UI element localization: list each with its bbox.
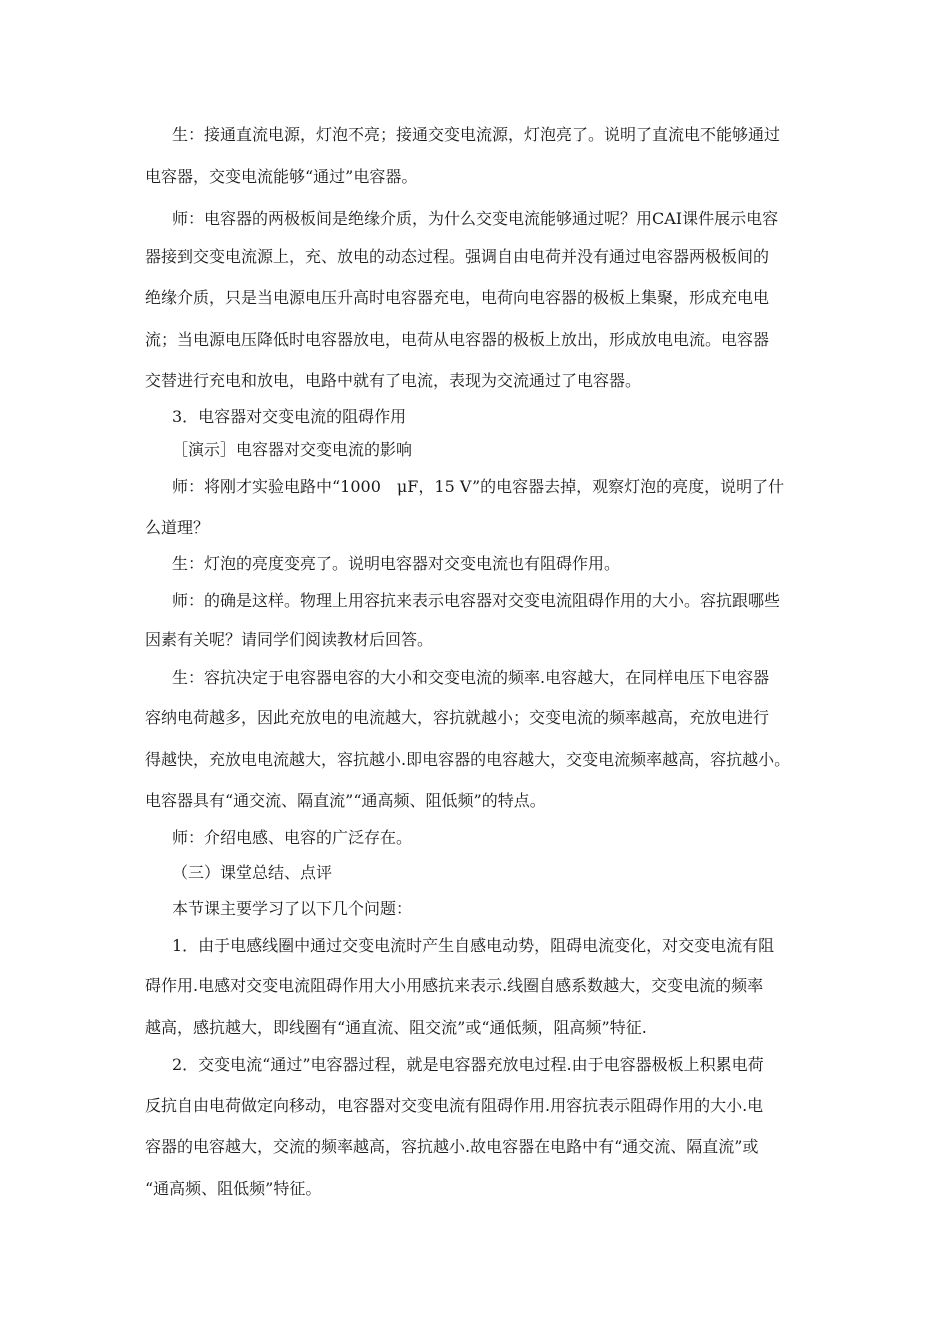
text-line: 绝缘介质，只是当电源电压升高时电容器充电，电荷向电容器的极板上集聚，形成充电电 [145, 288, 770, 307]
text-line: 器接到交变电流源上，充、放电的动态过程。强调自由电荷并没有通过电容器两极板间的 [145, 247, 770, 266]
text-line: 反抗自由电荷做定向移动，电容器对交变电流有阻碍作用.用容抗表示阻碍作用的大小.电 [145, 1096, 764, 1115]
text-line: 师：电容器的两极板间是绝缘介质，为什么交变电流能够通过呢？用CAI课件展示电容 [172, 209, 779, 228]
text-line: 么道理？ [145, 518, 210, 537]
text-line: 1．由于电感线圈中通过交变电流时产生自感电动势，阻碍电流变化，对交变电流有阻 [172, 936, 775, 955]
text-line: 容器的电容越大，交流的频率越高，容抗越小.故电容器在电路中有“通交流、隔直流”或 [145, 1137, 759, 1156]
text-line: 交替进行充电和放电，电路中就有了电流，表现为交流通过了电容器。 [145, 371, 642, 390]
text-line: 电容器具有“通交流、隔直流”“通高频、阻低频”的特点。 [145, 791, 546, 810]
text-line: 本节课主要学习了以下几个问题： [172, 899, 413, 918]
text-line: 2．交变电流“通过”电容器过程，就是电容器充放电过程.由于电容器极板上积累电荷 [172, 1055, 764, 1074]
text-line: 师：介绍电感、电容的广泛存在。 [172, 828, 413, 847]
text-line: 因素有关呢？请同学们阅读教材后回答。 [145, 630, 434, 649]
text-line: 电容器，交变电流能够“通过”电容器。 [145, 167, 418, 186]
text-line: 碍作用.电感对交变电流阻碍作用大小用感抗来表示.线圈自感系数越大，交变电流的频率 [145, 976, 764, 995]
text-line: 得越快，充放电电流越大，容抗越小.即电容器的电容越大，交变电流频率越高，容抗越小。 [145, 750, 791, 769]
text-line: 生：接通直流电源，灯泡不亮；接通交变电流源，灯泡亮了。说明了直流电不能够通过 [172, 125, 781, 144]
section-heading: 3．电容器对交变电流的阻碍作用 [172, 407, 407, 426]
text-line: 师：的确是这样。物理上用容抗来表示电容器对交变电流阻碍作用的大小。容抗跟哪些 [172, 591, 781, 610]
demo-heading: ［演示］电容器对交变电流的影响 [172, 440, 413, 459]
text-line: 生：容抗决定于电容器电容的大小和交变电流的频率.电容越大，在同样电压下电容器 [172, 668, 770, 687]
text-line: 容纳电荷越多，因此充放电的电流越大，容抗就越小；交变电流的频率越高，充放电进行 [145, 708, 770, 727]
text-line: 越高，感抗越大，即线圈有“通直流、阻交流”或“通低频，阻高频”特征. [145, 1018, 647, 1037]
text-line: 生：灯泡的亮度变亮了。说明电容器对交变电流也有阻碍作用。 [172, 554, 621, 573]
text-line: 师：将刚才实验电路中“1000 μF，15 V”的电容器去掉，观察灯泡的亮度，说明了什 [172, 477, 785, 496]
text-line: 流；当电源电压降低时电容器放电，电荷从电容器的极板上放出，形成放电电流。电容器 [145, 330, 770, 349]
text-line: “通高频、阻低频”特征。 [145, 1179, 322, 1198]
section-heading: （三）课堂总结、点评 [172, 863, 333, 882]
